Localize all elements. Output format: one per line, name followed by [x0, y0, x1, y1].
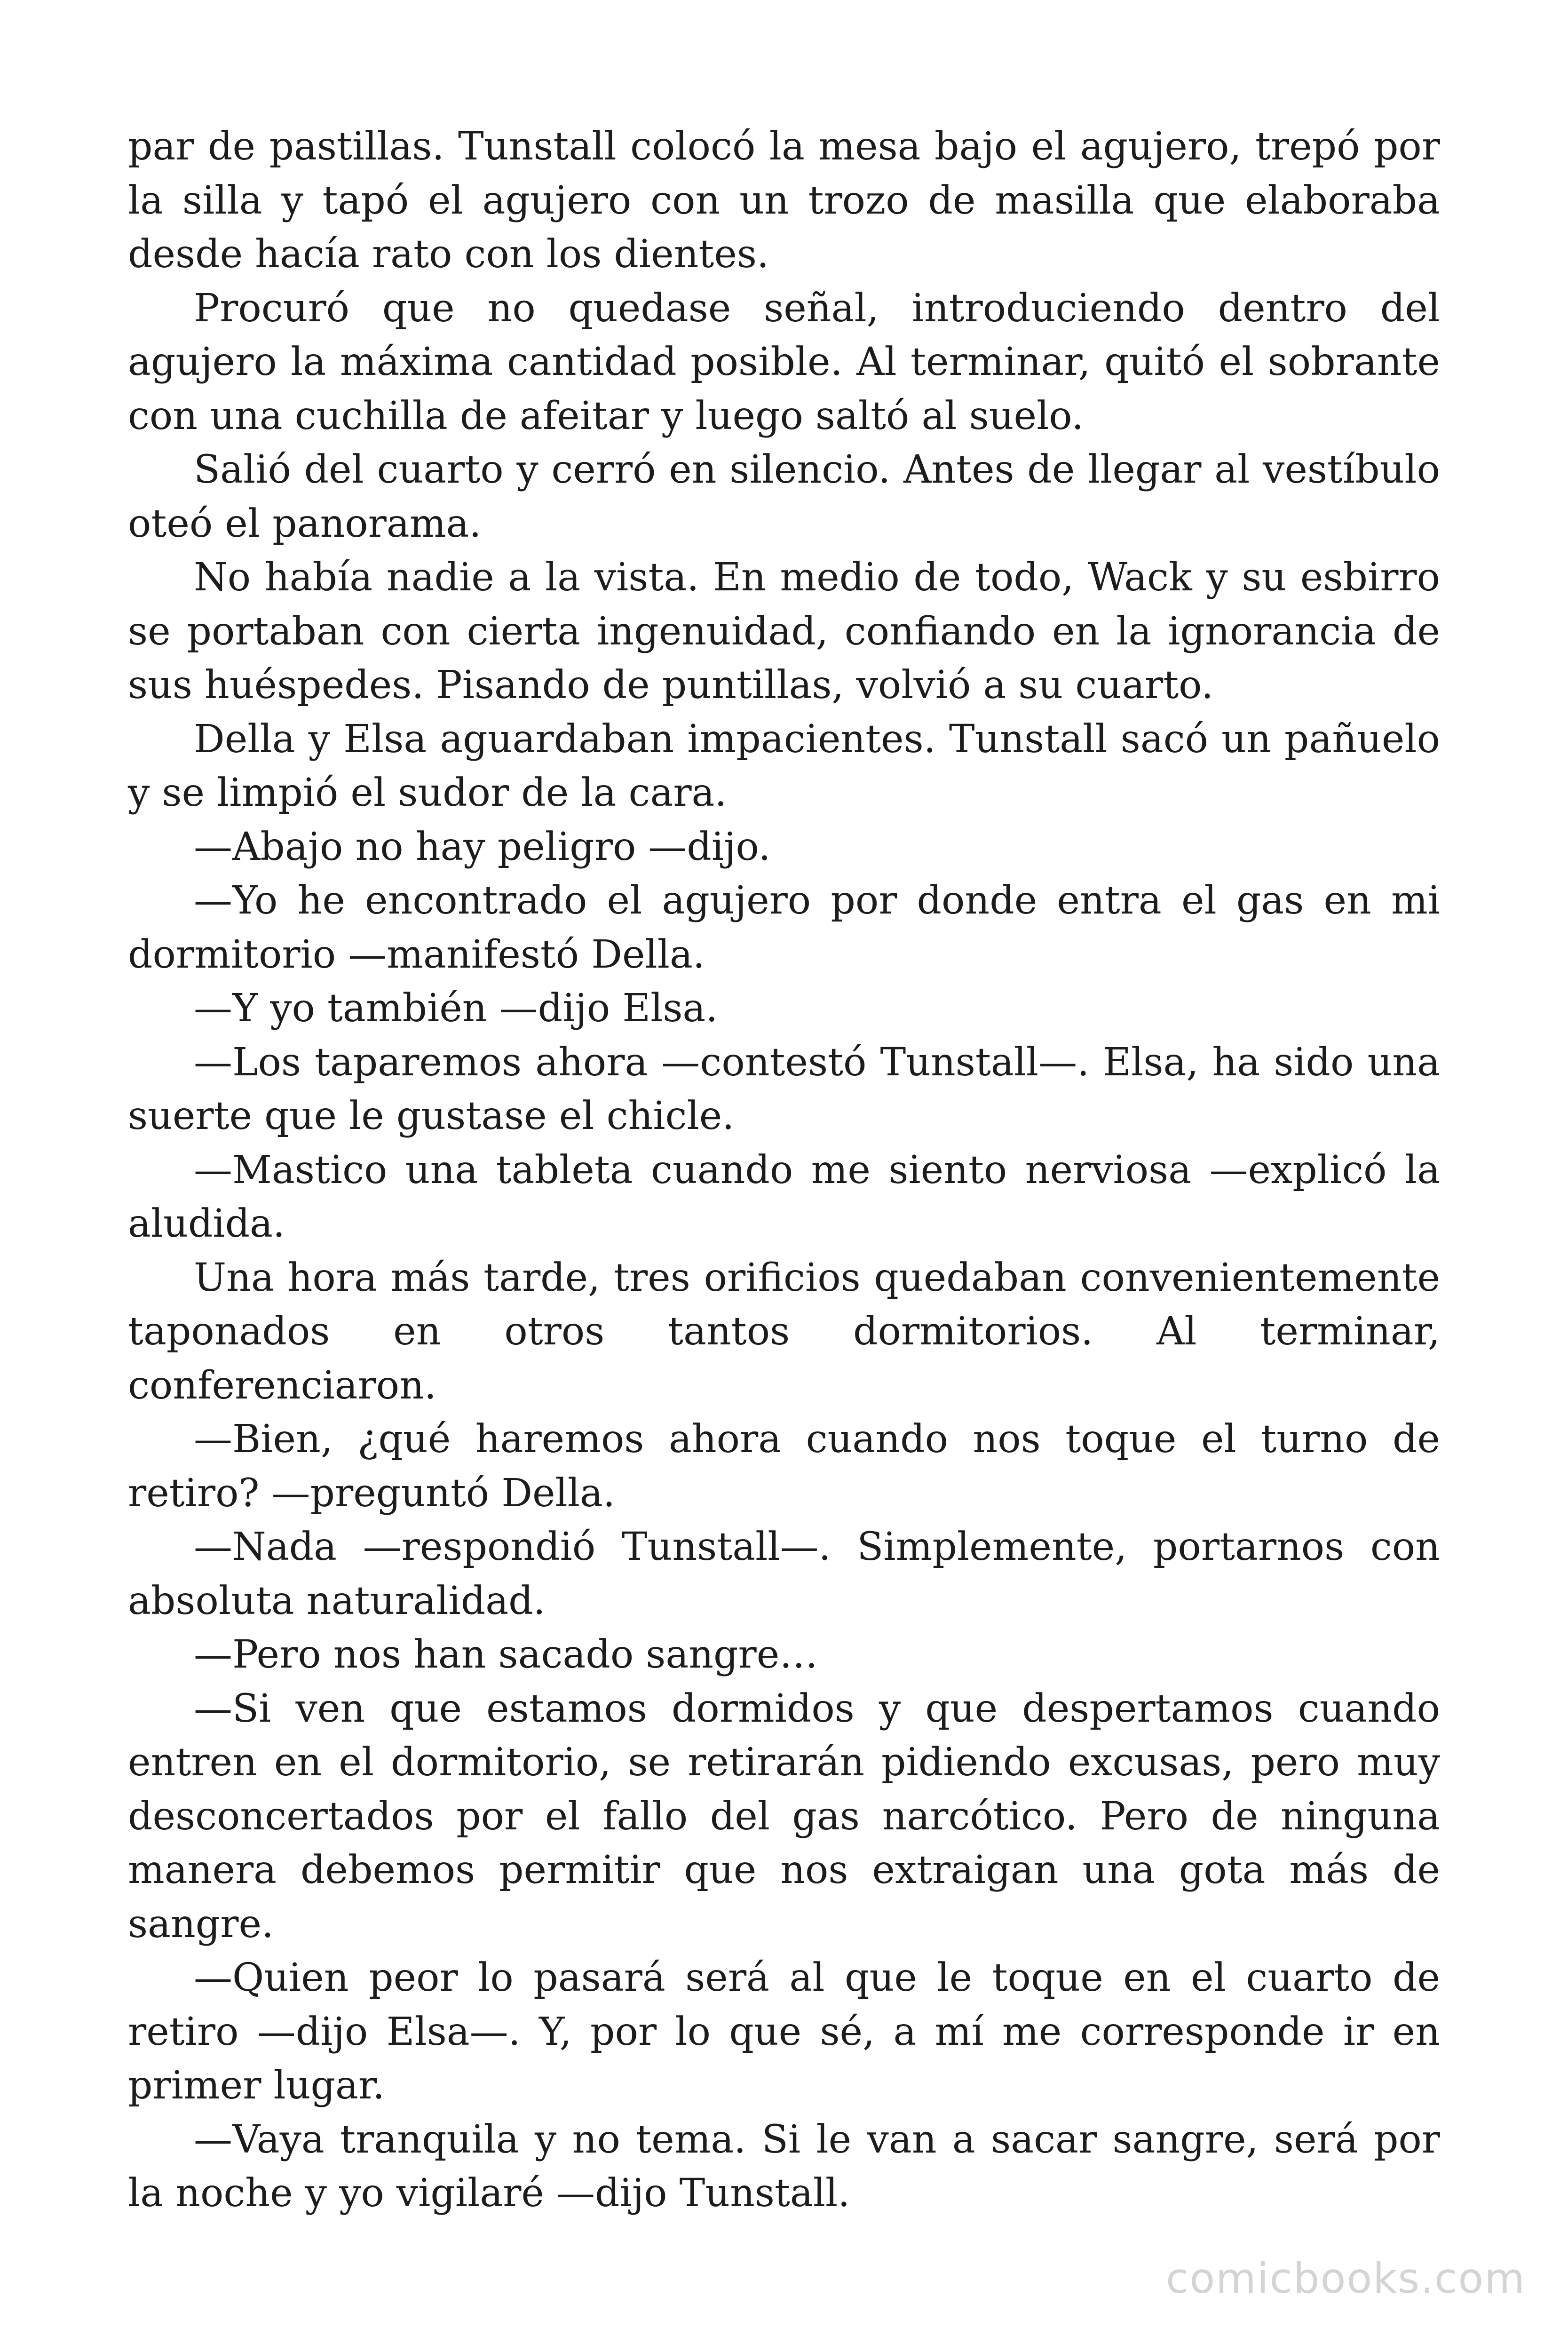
- dialogue-line-17: —Vaya tranquila y no tema. Si le van a sacar sangre, será por la noche y yo vigilaré —dijo Tunstall.: [128, 2117, 1440, 2216]
- dialogue-line-13: —Nada —respondió Tunstall—. Simplemente, portarnos con absoluta naturalidad.: [128, 1525, 1440, 1623]
- dialogue-line-9: —Los taparemos ahora —contestó Tunstall—. Elsa, ha sido una suerte que le gustase el chicle.: [128, 1040, 1440, 1138]
- paragraph-4: No había nadie a la vista. En medio de todo, Wack y su esbirro se portaban con cierta ingenuidad, confiando en la ignorancia de sus huéspedes. Pisando de puntillas, volvió a su cuarto.: [128, 555, 1440, 707]
- dialogue-line-6: —Abajo no hay peligro —dijo.: [194, 824, 771, 869]
- paragraph-1: par de pastillas. Tunstall colocó la mesa bajo el agujero, trepó por la silla y tapó el agujero con un trozo de masilla que elaboraba desde hacía rato con los dientes.: [128, 124, 1440, 277]
- watermark: comicbooks.com: [1165, 2254, 1526, 2303]
- page-body: [128, 120, 1440, 2221]
- dialogue-line-10: —Mastico una tableta cuando me siento nerviosa —explicó la aludida.: [128, 1147, 1440, 1246]
- dialogue-line-14: —Pero nos han sacado sangre…: [194, 1632, 818, 1677]
- dialogue-line-7: —Yo he encontrado el agujero por donde entra el gas en mi dormitorio —manifestó Della.: [128, 878, 1440, 977]
- paragraph-5: Della y Elsa aguardaban impacientes. Tunstall sacó un pañuelo y se limpió el sudor de la cara.: [128, 716, 1440, 815]
- dialogue-line-8: —Y yo también —dijo Elsa.: [194, 986, 718, 1031]
- dialogue-line-15: —Si ven que estamos dormidos y que despertamos cuando entren en el dormitorio, se retirarán pidiendo excusas, pero muy desconcertados por el fallo del gas narcótico. Pero de ninguna manera debemos permitir que nos extraigan una gota más de sangre.: [128, 1686, 1440, 1947]
- paragraph-3: Salió del cuarto y cerró en silencio. Antes de llegar al vestíbulo oteó el panorama.: [128, 447, 1440, 546]
- paragraph-11: Una hora más tarde, tres orificios quedaban convenientemente taponados en otros tantos dormitorios. Al terminar, conferenciaron.: [128, 1255, 1440, 1408]
- dialogue-line-16: —Quien peor lo pasará será al que le toque en el cuarto de retiro —dijo Elsa—. Y, por lo que sé, a mí me corresponde ir en primer lugar.: [128, 1955, 1440, 2108]
- dialogue-line-12: —Bien, ¿qué haremos ahora cuando nos toque el turno de retiro? —preguntó Della.: [128, 1417, 1440, 1516]
- paragraph-2: Procuró que no quedase señal, introduciendo dentro del agujero la máxima cantidad posible. Al terminar, quitó el sobrante con una cuchilla de afeitar y luego saltó al suelo.: [128, 286, 1440, 438]
